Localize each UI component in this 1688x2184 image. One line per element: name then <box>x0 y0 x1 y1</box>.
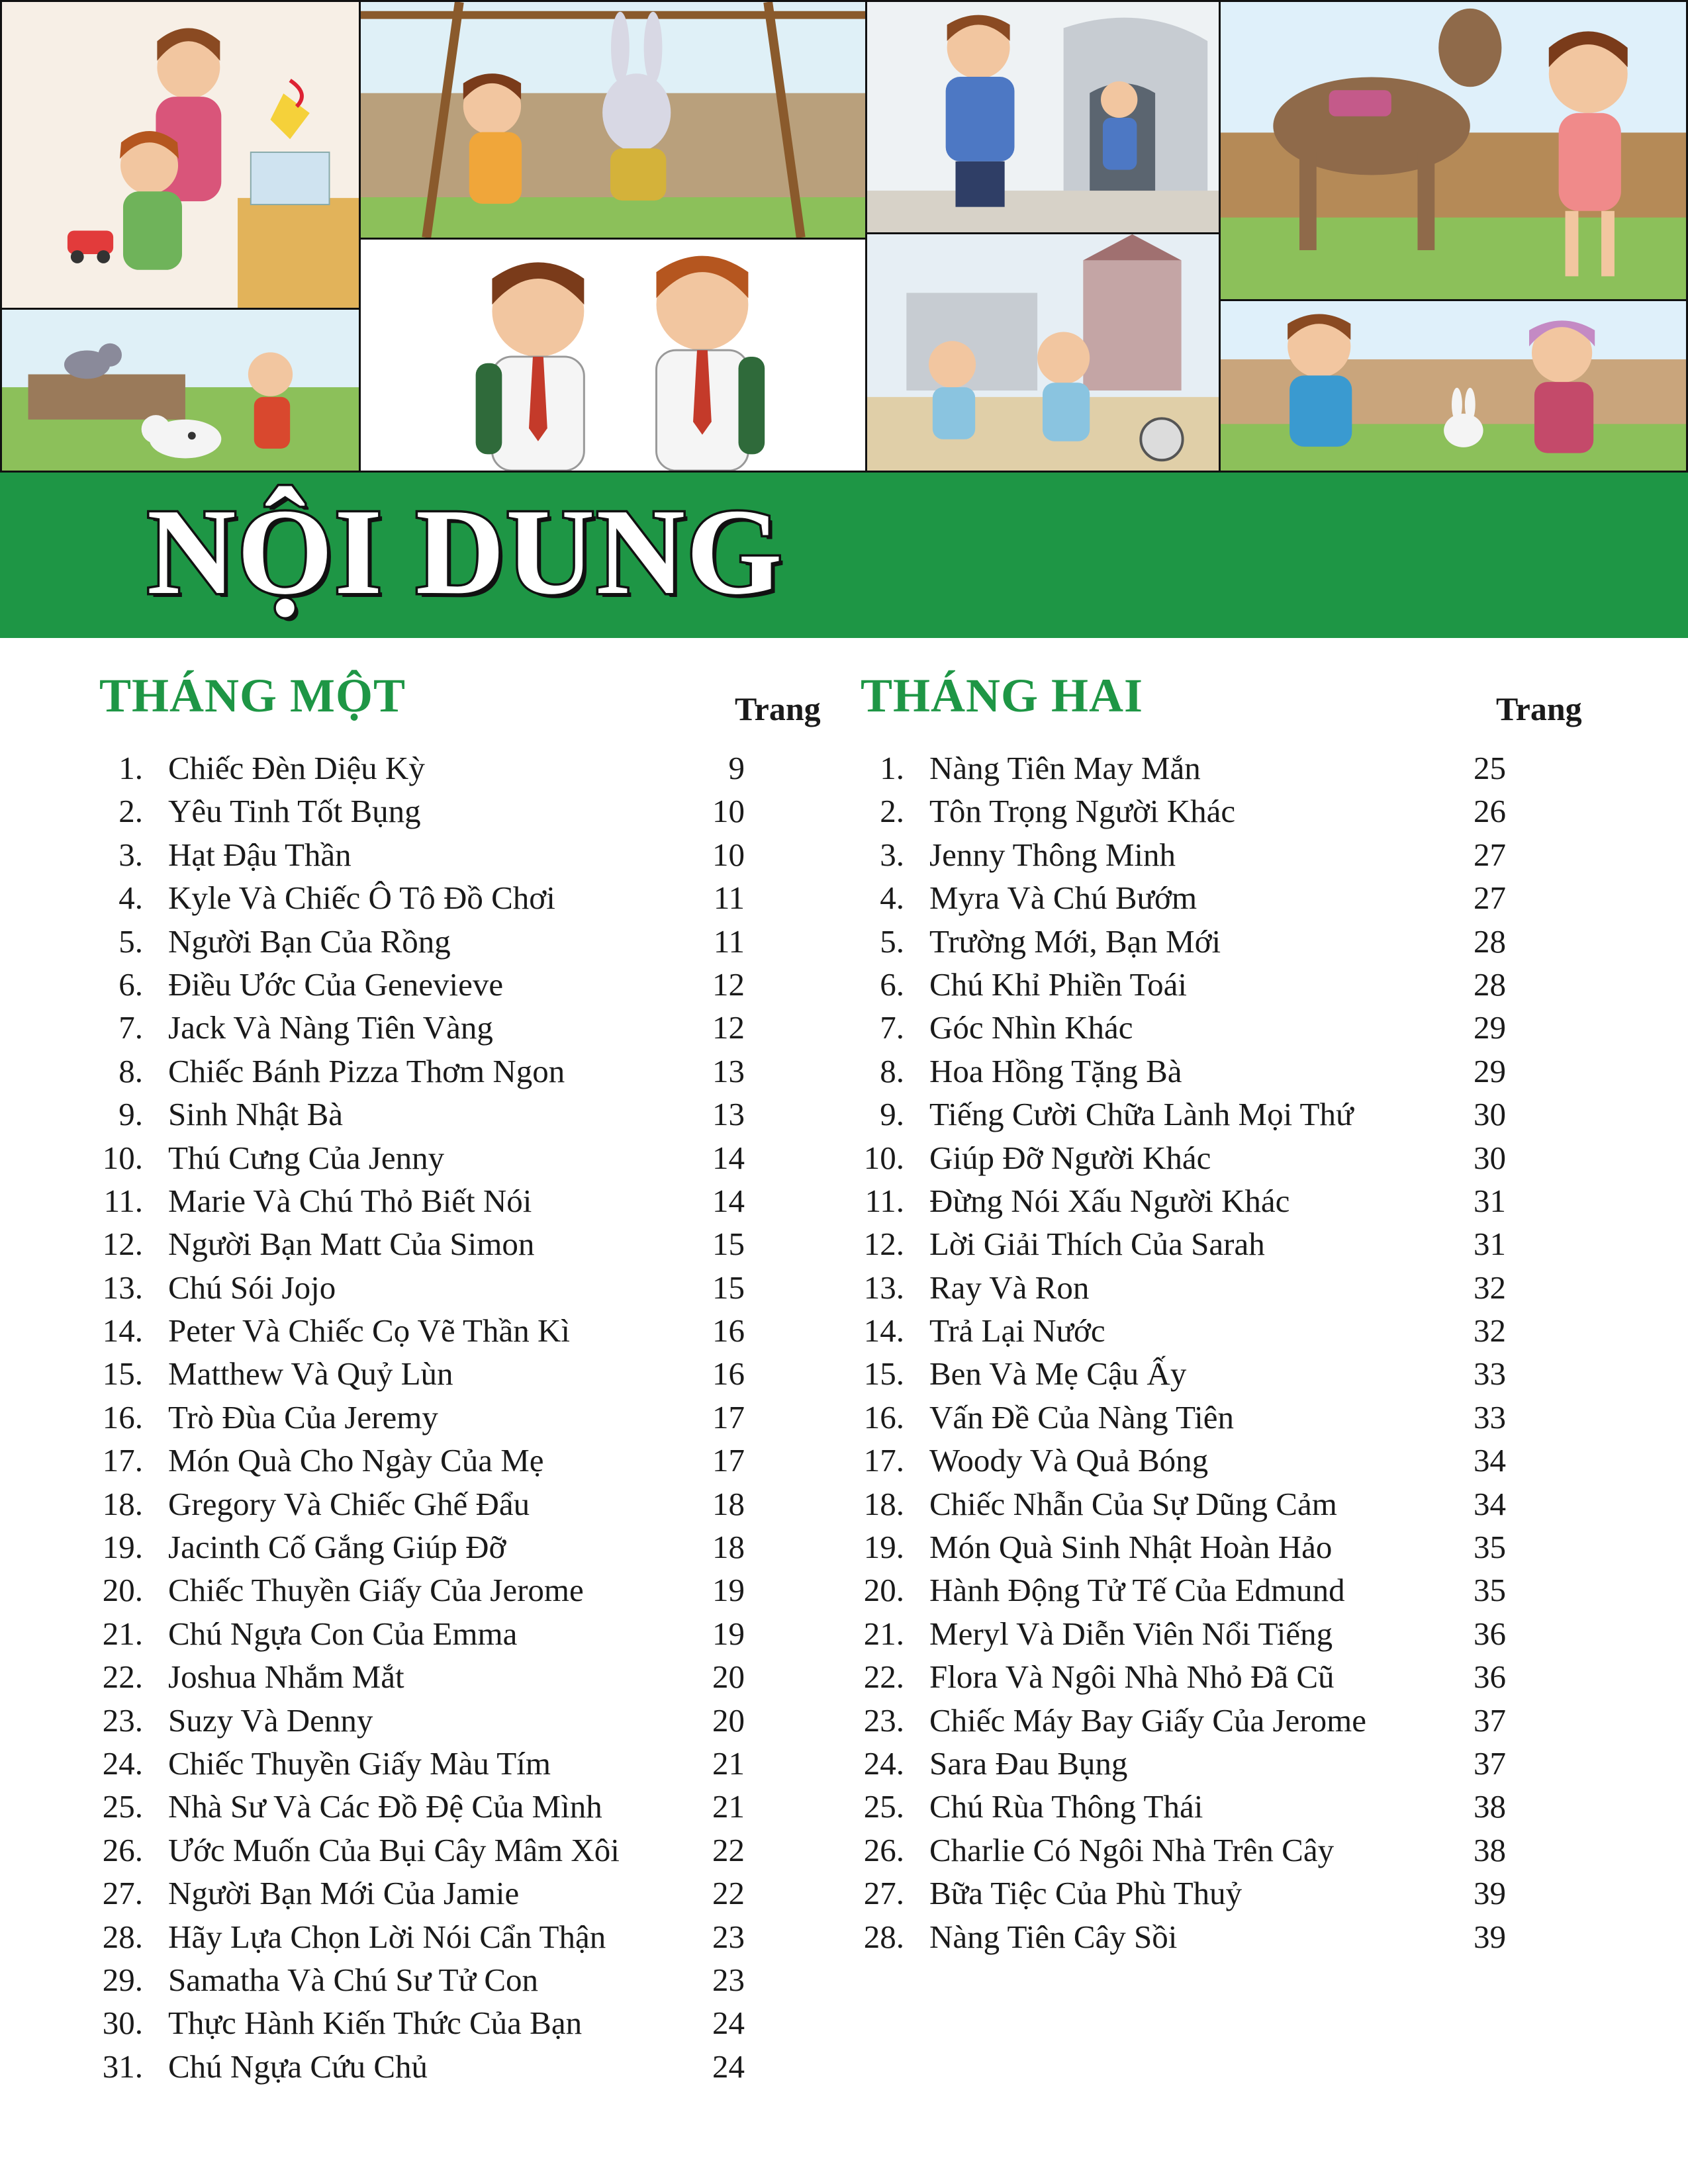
item-page: 34 <box>1474 1442 1506 1479</box>
item-page: 38 <box>1474 1831 1506 1868</box>
item-number: 11. <box>103 1182 143 1219</box>
toc-item <box>861 1482 1589 1525</box>
item-page: 16 <box>712 1312 745 1349</box>
item-number: 2. <box>880 793 904 830</box>
title-banner <box>0 473 1688 638</box>
toc-item <box>861 1352 1589 1395</box>
item-title: Trò Đùa Của Jeremy <box>168 1398 438 1435</box>
item-page: 27 <box>1474 836 1506 873</box>
item-number: 1. <box>118 750 143 786</box>
item-number: 7. <box>118 1009 143 1046</box>
toc-item <box>861 1136 1589 1179</box>
item-number: 13. <box>863 1269 904 1306</box>
toc-item <box>99 2045 827 2088</box>
item-title: Người Bạn Matt Của Simon <box>168 1226 535 1263</box>
item-title: Jack Và Nàng Tiên Vàng <box>168 1009 493 1046</box>
toc-item <box>99 1396 827 1439</box>
item-number: 10. <box>863 1139 904 1176</box>
item-title: Sara Đau Bụng <box>929 1745 1128 1782</box>
item-page: 31 <box>1474 1226 1506 1263</box>
item-title: Tiếng Cười Chữa Lành Mọi Thứ <box>929 1096 1354 1133</box>
item-page: 31 <box>1474 1182 1506 1219</box>
toc-item <box>861 833 1589 876</box>
item-title: Chiếc Nhẫn Của Sự Dũng Cảm <box>929 1485 1337 1522</box>
item-title: Chú Sói Jojo <box>168 1269 336 1306</box>
item-number: 7. <box>880 1009 904 1046</box>
item-number: 14. <box>863 1312 904 1349</box>
toc-item <box>861 1655 1589 1698</box>
item-title: Kyle Và Chiếc Ô Tô Đồ Chơi <box>168 880 555 917</box>
item-title: Woody Và Quả Bóng <box>929 1442 1209 1479</box>
item-page: 26 <box>1474 793 1506 830</box>
item-number: 9. <box>118 1096 143 1133</box>
toc-item <box>861 1309 1589 1352</box>
item-number: 9. <box>880 1096 904 1133</box>
item-number: 6. <box>118 966 143 1003</box>
page-column-label: Trang <box>735 690 821 727</box>
item-title: Meryl Và Diễn Viên Nổi Tiếng <box>929 1615 1333 1652</box>
page-column-label: Trang <box>1496 690 1582 727</box>
toc-item <box>99 1266 827 1309</box>
toc-item <box>861 790 1589 833</box>
item-page: 38 <box>1474 1788 1506 1825</box>
item-number: 3. <box>118 836 143 873</box>
toc-item <box>99 1829 827 1872</box>
toc-item <box>861 1872 1589 1915</box>
item-page: 30 <box>1474 1096 1506 1133</box>
boy-with-football-icon <box>867 234 1219 471</box>
toc-item <box>99 747 827 790</box>
item-page: 33 <box>1474 1355 1506 1392</box>
item-title: Góc Nhìn Khác <box>929 1009 1133 1046</box>
toc-item <box>861 920 1589 963</box>
toc-item <box>99 1222 827 1265</box>
item-title: Hoa Hồng Tặng Bà <box>929 1052 1182 1089</box>
item-page: 23 <box>712 1918 745 1955</box>
item-title: Trả Lại Nước <box>929 1312 1105 1349</box>
item-title: Người Bạn Mới Của Jamie <box>168 1875 520 1912</box>
toc-item <box>861 1829 1589 1872</box>
item-number: 15. <box>102 1355 143 1392</box>
toc-item <box>99 1699 827 1742</box>
item-page: 19 <box>712 1572 745 1609</box>
item-title: Chiếc Thuyền Giấy Màu Tím <box>168 1745 551 1782</box>
item-page: 10 <box>712 793 745 830</box>
item-number: 11. <box>865 1182 904 1219</box>
toc-item <box>861 1222 1589 1265</box>
item-page: 25 <box>1474 750 1506 786</box>
item-number: 6. <box>880 966 904 1003</box>
item-page: 28 <box>1474 966 1506 1003</box>
item-page: 17 <box>712 1398 745 1435</box>
item-page: 23 <box>712 1961 745 1998</box>
toc-item <box>861 1179 1589 1222</box>
item-title: Gregory Và Chiếc Ghế Đẩu <box>168 1485 530 1522</box>
toc-item <box>861 1569 1589 1612</box>
item-number: 15. <box>863 1355 904 1392</box>
cat-and-dog-icon <box>2 310 359 471</box>
toc-item <box>99 1482 827 1525</box>
item-page: 36 <box>1474 1659 1506 1696</box>
item-page: 39 <box>1474 1918 1506 1955</box>
toc-item <box>861 1093 1589 1136</box>
illustration-children-with-rabbit <box>1219 299 1688 473</box>
item-number: 8. <box>880 1052 904 1089</box>
item-number: 8. <box>118 1052 143 1089</box>
toc-item <box>99 1439 827 1482</box>
item-number: 24. <box>863 1745 904 1782</box>
item-title: Chú Ngựa Cứu Chủ <box>168 2048 428 2085</box>
item-title: Chú Ngựa Con Của Emma <box>168 1615 518 1652</box>
toc-item <box>861 1785 1589 1828</box>
toc-item <box>99 1006 827 1049</box>
item-title: Ray Và Ron <box>929 1269 1090 1306</box>
illustration-boy-with-football <box>865 232 1221 473</box>
item-number: 3. <box>880 836 904 873</box>
item-number: 5. <box>880 923 904 960</box>
item-number: 29. <box>102 1961 143 1998</box>
item-page: 32 <box>1474 1312 1506 1349</box>
toc-item <box>99 1785 827 1828</box>
toc-item <box>861 747 1589 790</box>
toc-item <box>861 1396 1589 1439</box>
item-number: 31. <box>102 2048 143 2085</box>
item-title: Chiếc Máy Bay Giấy Của Jerome <box>929 1702 1366 1739</box>
item-title: Charlie Có Ngôi Nhà Trên Cây <box>929 1831 1335 1868</box>
item-title: Món Quà Cho Ngày Của Mẹ <box>168 1442 544 1479</box>
toc-item <box>99 1050 827 1093</box>
item-title: Lời Giải Thích Của Sarah <box>929 1226 1265 1263</box>
toc-item <box>861 1612 1589 1655</box>
item-title: Nàng Tiên Cây Sồi <box>929 1918 1178 1955</box>
item-number: 16. <box>863 1398 904 1435</box>
illustration-cat-and-dog <box>0 308 361 473</box>
item-number: 23. <box>863 1702 904 1739</box>
two-schoolboys-talking-icon <box>361 240 865 471</box>
item-title: Giúp Đỡ Người Khác <box>929 1139 1211 1176</box>
toc-item <box>861 1915 1589 1958</box>
item-title: Đừng Nói Xấu Người Khác <box>929 1182 1290 1219</box>
item-title: Chiếc Đèn Diệu Kỳ <box>168 750 425 786</box>
item-title: Samatha Và Chú Sư Tử Con <box>168 1961 539 1998</box>
item-number: 2. <box>118 793 143 830</box>
item-number: 12. <box>102 1226 143 1263</box>
page-title: NỘI DUNG <box>147 484 784 620</box>
item-number: 4. <box>118 880 143 917</box>
item-number: 27. <box>102 1875 143 1912</box>
item-page: 35 <box>1474 1572 1506 1609</box>
item-number: 20. <box>102 1572 143 1609</box>
toc-item <box>99 790 827 833</box>
toc-item <box>99 1915 827 1958</box>
item-number: 16. <box>102 1398 143 1435</box>
item-title: Thực Hành Kiến Thức Của Bạn <box>168 2005 583 2042</box>
item-page: 28 <box>1474 923 1506 960</box>
item-page: 32 <box>1474 1269 1506 1306</box>
toc-item <box>99 1569 827 1612</box>
item-number: 13. <box>102 1269 143 1306</box>
toc-item <box>99 1612 827 1655</box>
item-page: 29 <box>1474 1052 1506 1089</box>
toc-item <box>99 1309 827 1352</box>
item-title: Điều Ước Của Genevieve <box>168 966 504 1003</box>
item-number: 12. <box>863 1226 904 1263</box>
item-title: Hạt Đậu Thần <box>168 836 352 873</box>
item-page: 10 <box>712 836 745 873</box>
item-page: 16 <box>712 1355 745 1392</box>
illustration-boy-and-rabbit-on-swing <box>359 0 867 240</box>
item-title: Joshua Nhắm Mắt <box>168 1659 404 1696</box>
toc-item <box>861 1439 1589 1482</box>
toc-item <box>99 2001 827 2044</box>
item-page: 29 <box>1474 1009 1506 1046</box>
item-title: Yêu Tinh Tốt Bụng <box>168 793 421 830</box>
item-page: 12 <box>712 966 745 1003</box>
item-title: Jacinth Cố Gắng Giúp Đỡ <box>168 1529 506 1566</box>
toc-item <box>99 876 827 919</box>
item-title: Marie Và Chú Thỏ Biết Nói <box>168 1182 532 1219</box>
item-number: 21. <box>863 1615 904 1652</box>
item-page: 20 <box>712 1702 745 1739</box>
girl-and-horse-icon <box>1221 2 1686 299</box>
item-title: Ước Muốn Của Bụi Cây Mâm Xôi <box>168 1831 620 1868</box>
item-number: 30. <box>102 2005 143 2042</box>
item-number: 14. <box>102 1312 143 1349</box>
item-page: 37 <box>1474 1702 1506 1739</box>
item-number: 22. <box>863 1659 904 1696</box>
item-page: 24 <box>712 2005 745 2042</box>
item-number: 27. <box>863 1875 904 1912</box>
item-number: 5. <box>118 923 143 960</box>
toc-list <box>861 747 1589 1958</box>
toc-item <box>861 876 1589 919</box>
item-title: Flora Và Ngôi Nhà Nhỏ Đã Cũ <box>929 1659 1335 1696</box>
toc-item <box>99 1742 827 1785</box>
item-page: 18 <box>712 1529 745 1566</box>
item-page: 12 <box>712 1009 745 1046</box>
item-title: Nàng Tiên May Mắn <box>929 750 1201 786</box>
item-title: Hành Động Tử Tế Của Edmund <box>929 1572 1345 1609</box>
item-number: 24. <box>102 1745 143 1782</box>
illustration-two-schoolboys <box>359 238 867 473</box>
item-number: 28. <box>102 1918 143 1955</box>
item-page: 37 <box>1474 1745 1506 1782</box>
item-page: 9 <box>728 750 745 786</box>
toc-item <box>99 1655 827 1698</box>
item-page: 39 <box>1474 1875 1506 1912</box>
illustration-mother-and-girl <box>0 0 361 310</box>
item-page: 20 <box>712 1659 745 1696</box>
item-page: 11 <box>713 923 745 960</box>
item-number: 23. <box>102 1702 143 1739</box>
toc-item <box>99 963 827 1006</box>
item-page: 24 <box>712 2048 745 2085</box>
item-page: 15 <box>712 1226 745 1263</box>
item-page: 27 <box>1474 880 1506 917</box>
item-number: 25. <box>102 1788 143 1825</box>
item-title: Nhà Sư Và Các Đồ Đệ Của Mình <box>168 1788 602 1825</box>
item-page: 21 <box>712 1745 745 1782</box>
item-number: 20. <box>863 1572 904 1609</box>
item-page: 14 <box>712 1139 745 1176</box>
illustration-schoolboys <box>865 0 1221 234</box>
section-heading: THÁNG MỘT <box>99 669 406 722</box>
item-title: Jenny Thông Minh <box>929 836 1176 873</box>
item-title: Chiếc Thuyền Giấy Của Jerome <box>168 1572 584 1609</box>
item-number: 26. <box>863 1831 904 1868</box>
item-title: Thú Cưng Của Jenny <box>168 1139 445 1176</box>
item-title: Matthew Và Quỷ Lùn <box>168 1355 453 1392</box>
toc-item <box>99 1179 827 1222</box>
boy-and-rabbit-on-swing-icon <box>361 2 865 238</box>
item-page: 13 <box>712 1052 745 1089</box>
toc-item <box>861 1525 1589 1569</box>
item-title: Peter Và Chiếc Cọ Vẽ Thần Kì <box>168 1312 570 1349</box>
item-page: 34 <box>1474 1485 1506 1522</box>
item-title: Vấn Đề Của Nàng Tiên <box>929 1398 1235 1435</box>
item-title: Chiếc Bánh Pizza Thơm Ngon <box>168 1052 565 1089</box>
item-title: Myra Và Chú Bướm <box>929 880 1197 917</box>
item-page: 19 <box>712 1615 745 1652</box>
item-title: Hãy Lựa Chọn Lời Nói Cẩn Thận <box>168 1918 606 1955</box>
toc-item <box>861 1266 1589 1309</box>
item-page: 13 <box>712 1096 745 1133</box>
item-number: 17. <box>102 1442 143 1479</box>
item-number: 26. <box>102 1831 143 1868</box>
toc-item <box>861 1742 1589 1785</box>
toc-item <box>861 1699 1589 1742</box>
item-number: 1. <box>880 750 904 786</box>
item-number: 21. <box>102 1615 143 1652</box>
item-number: 25. <box>863 1788 904 1825</box>
section-heading: THÁNG HAI <box>861 669 1144 722</box>
item-title: Tôn Trọng Người Khác <box>929 793 1236 830</box>
item-number: 18. <box>102 1485 143 1522</box>
toc-item <box>99 1136 827 1179</box>
item-number: 4. <box>880 880 904 917</box>
item-page: 30 <box>1474 1139 1506 1176</box>
children-with-rabbit-icon <box>1221 301 1686 471</box>
item-page: 11 <box>713 880 745 917</box>
item-number: 19. <box>863 1529 904 1566</box>
item-number: 18. <box>863 1485 904 1522</box>
item-number: 28. <box>863 1918 904 1955</box>
item-title: Bữa Tiệc Của Phù Thuỷ <box>929 1875 1243 1912</box>
illustration-girl-and-horse <box>1219 0 1688 301</box>
item-number: 22. <box>102 1659 143 1696</box>
toc-item <box>99 1958 827 2001</box>
item-page: 21 <box>712 1788 745 1825</box>
toc-item <box>861 1050 1589 1093</box>
toc-item <box>861 1006 1589 1049</box>
item-title: Người Bạn Của Rồng <box>168 923 451 960</box>
item-title: Trường Mới, Bạn Mới <box>929 923 1221 960</box>
item-page: 22 <box>712 1831 745 1868</box>
item-page: 17 <box>712 1442 745 1479</box>
toc-item <box>99 920 827 963</box>
toc-item <box>99 1525 827 1569</box>
item-page: 36 <box>1474 1615 1506 1652</box>
item-number: 17. <box>863 1442 904 1479</box>
item-page: 33 <box>1474 1398 1506 1435</box>
item-title: Suzy Và Denny <box>168 1702 373 1739</box>
item-page: 35 <box>1474 1529 1506 1566</box>
toc-item <box>99 833 827 876</box>
toc-list <box>99 747 827 2088</box>
toc-item <box>99 1093 827 1136</box>
item-title: Ben Và Mẹ Cậu Ấy <box>929 1355 1187 1392</box>
item-page: 14 <box>712 1182 745 1219</box>
schoolboys-icon <box>867 2 1219 232</box>
item-title: Sinh Nhật Bà <box>168 1096 344 1133</box>
item-number: 19. <box>102 1529 143 1566</box>
item-page: 18 <box>712 1485 745 1522</box>
toc-item <box>861 963 1589 1006</box>
toc-item <box>99 1872 827 1915</box>
item-number: 10. <box>102 1139 143 1176</box>
toc-item <box>99 1352 827 1395</box>
mother-and-girl-icon <box>2 2 359 308</box>
item-page: 22 <box>712 1875 745 1912</box>
item-page: 15 <box>712 1269 745 1306</box>
item-title: Chú Rùa Thông Thái <box>929 1788 1203 1825</box>
item-title: Chú Khỉ Phiền Toái <box>929 966 1188 1003</box>
item-title: Món Quà Sinh Nhật Hoàn Hảo <box>929 1529 1333 1566</box>
